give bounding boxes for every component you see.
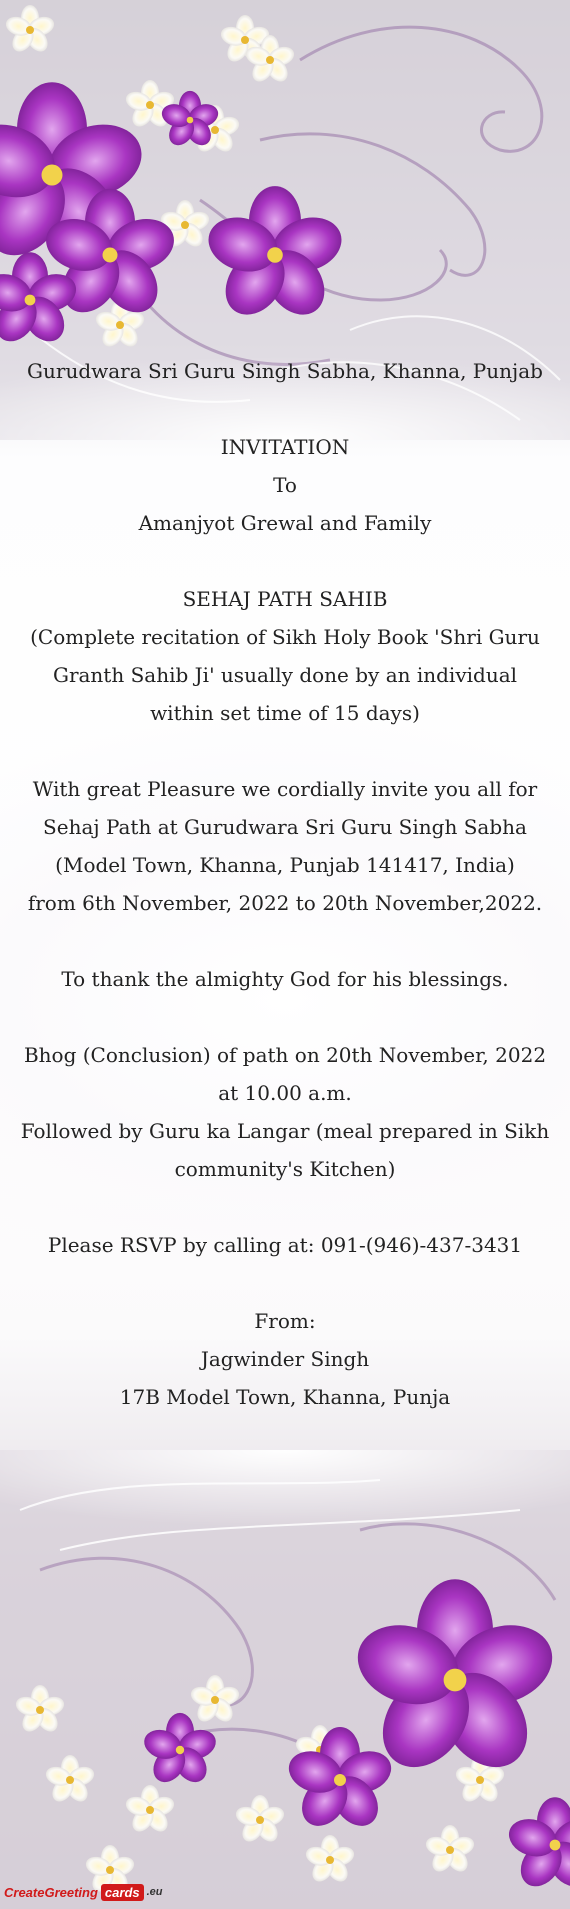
spacer [20,390,550,428]
spacer [20,1188,550,1226]
rsvp-line: Please RSVP by calling at: 091-(946)-437-3431 [47,1233,523,1257]
to-label: To [273,473,297,497]
host-name: Jagwinder Singh [200,1347,370,1371]
watermark-create-text: CreateGreeting [4,1884,98,1900]
langar-line: Followed by Guru ka Langar (meal prepared in Sikh [20,1119,550,1143]
from-label: From: [254,1309,316,1333]
event-description-line: (Complete recitation of Sikh Holy Book 'Shri Guru [30,625,540,649]
spacer [20,998,550,1036]
guest-name: Amanjyot Grewal and Family [138,511,432,535]
invitation-title: INVITATION [220,435,350,459]
event-title: SEHAJ PATH SAHIB [182,587,388,611]
invitation-text [20,352,550,1416]
langar-line: community's Kitchen) [174,1157,396,1181]
event-dates: from 6th November, 2022 to 20th November,2022. [27,891,543,915]
event-description-line: Granth Sahib Ji' usually done by an individual [52,663,518,687]
spacer [20,1264,550,1302]
invite-message-line: Sehaj Path at Gurudwara Sri Guru Singh Sabha [43,815,527,839]
venue-heading: Gurudwara Sri Guru Singh Sabha, Khanna, Punjab [27,359,543,383]
host-address: 17B Model Town, Khanna, Punja [119,1385,451,1409]
bottom-floral-decoration [0,1450,570,1909]
spacer [20,542,550,580]
invite-message-line: (Model Town, Khanna, Punjab 141417, India) [55,853,515,877]
invite-message-line: With great Pleasure we cordially invite you all for [32,777,538,801]
bhog-time: at 10.00 a.m. [218,1081,352,1105]
watermark-logo [4,1880,163,1904]
bhog-line: Bhog (Conclusion) of path on 20th November, 2022 [23,1043,547,1067]
watermark-cards-text: cards [101,1884,144,1901]
blessing-line: To thank the almighty God for his blessings. [61,967,509,991]
spacer [20,732,550,770]
watermark-tld-text: .eu [146,1886,163,1898]
spacer [20,922,550,960]
event-description-line: within set time of 15 days) [150,701,420,725]
